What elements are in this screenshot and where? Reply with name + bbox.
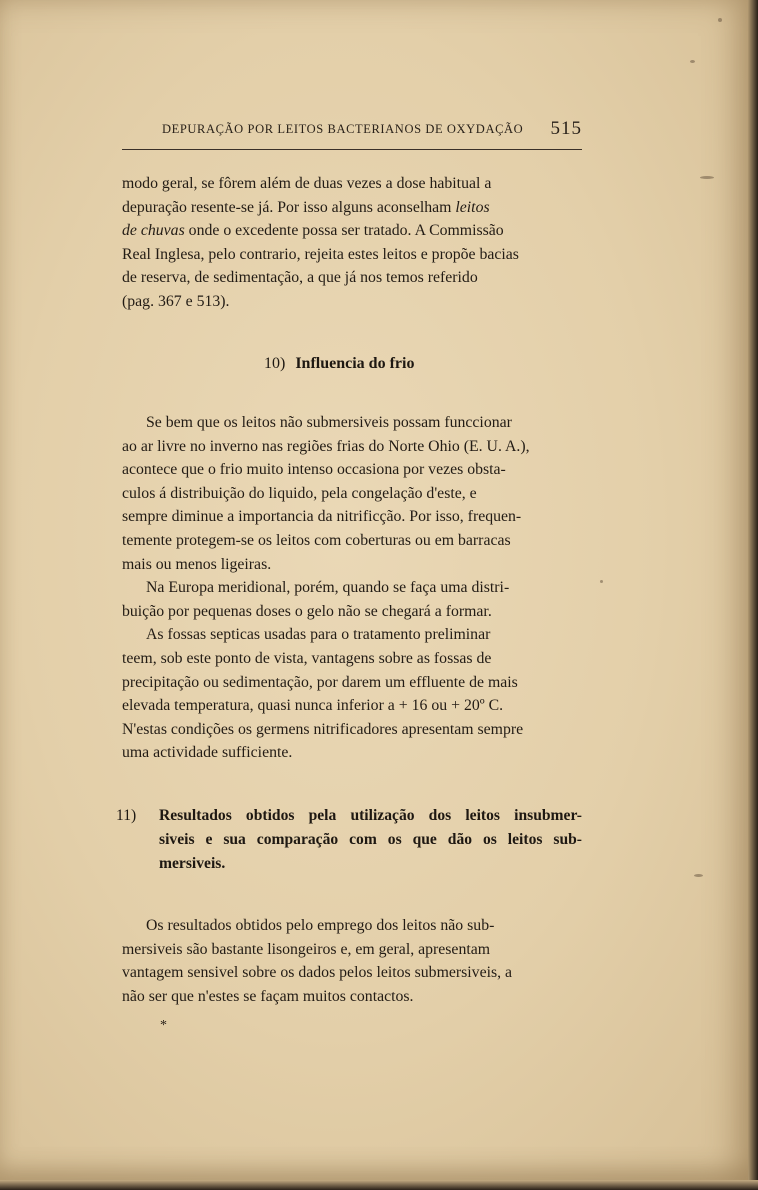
paper-speck — [700, 176, 714, 179]
paper-speck — [600, 580, 603, 583]
running-title: DEPURAÇÃO POR LEITOS BACTERIANOS DE OXYDAÇÃO — [162, 122, 524, 136]
text-run: depuração resente-se já. Por isso alguns aconselham — [122, 198, 456, 216]
text-line: Os resultados obtidos pelo emprego dos leitos não sub- — [146, 917, 495, 934]
text-line — [122, 219, 582, 243]
section-number: 10) — [264, 355, 286, 372]
text-line: culos á distribuição do liquido, pela congelação d'este, e — [122, 484, 477, 502]
section-number: 11) — [116, 807, 137, 824]
text-line: elevada temperatura, quasi nunca inferior a + 16 ou + 20º C. — [122, 697, 504, 715]
text-line: sempre diminue a importancia da nitrificção. Por isso, frequen- — [122, 508, 522, 526]
text-line: As fossas septicas usadas para o tratamento preliminar — [146, 626, 491, 644]
section-heading-11 — [116, 804, 582, 876]
text-line: buição por pequenas doses o gelo não se chegará a formar. — [122, 602, 492, 620]
text-run: onde o excedente possa ser tratado. A Commissão — [184, 222, 504, 240]
text-line: temente protegem-se os leitos com coberturas ou em barracas — [122, 531, 511, 549]
heading-line: siveis e sua comparação com os que dão os leitos sub- — [159, 831, 582, 848]
text-line: Na Europa meridional, porém, quando se faça uma distri- — [146, 579, 510, 597]
italic-run: de chuvas — [122, 222, 185, 240]
section-heading-10 — [264, 355, 414, 373]
text-line: (pag. 367 e 513). — [122, 292, 230, 310]
text-line: vantagem sensivel sobre os dados pelos leitos submersiveis, a — [122, 964, 513, 982]
text-line: modo geral, se fôrem além de duas vezes a dose habitual a — [122, 175, 492, 192]
text-line: ao ar livre no inverno nas regiões frias do Norte Ohio (E. U. A.), — [122, 437, 530, 455]
page-number: 515 — [550, 118, 582, 139]
text-line: de reserva, de sedimentação, a que já nos temos referido — [122, 269, 478, 287]
text-line: mersiveis são bastante lisongeiros e, em geral, apresentam — [122, 940, 491, 958]
header-rule — [122, 149, 582, 150]
italic-run: leitos — [455, 198, 490, 216]
section-title: Influencia do frio — [295, 355, 415, 372]
paragraph-continuation — [122, 172, 582, 314]
page-edge-shadow — [748, 0, 758, 1190]
heading-line: mersiveis. — [159, 855, 226, 872]
text-line: não ser que n'estes se façam muitos contactos. — [122, 987, 414, 1005]
paragraph-cold-influence — [122, 411, 582, 765]
text-line: uma actividade sufficiente. — [122, 744, 293, 762]
text-line: Real Inglesa, pelo contrario, rejeita estes leitos e propõe bacias — [122, 245, 519, 263]
running-header — [162, 118, 582, 142]
text-line: precipitação ou sedimentação, por darem um effluente de mais — [122, 673, 518, 691]
text-line: N'estas condições os germens nitrificadores apresentam sempre — [122, 720, 524, 738]
text-line: Se bem que os leitos não submersiveis possam funccionar — [146, 414, 512, 431]
paragraph-results — [122, 914, 582, 1008]
text-line: acontece que o frio muito intenso occasiona por vezes obsta- — [122, 461, 506, 479]
heading-line: Resultados obtidos pela utilização dos leitos insubmer- — [159, 807, 582, 824]
paper-speck — [690, 60, 695, 63]
paper-speck — [694, 874, 703, 877]
paper-speck — [718, 18, 722, 22]
text-line — [122, 196, 582, 220]
text-line: teem, sob este ponto de vista, vantagens sobre as fossas de — [122, 649, 492, 667]
printer-mark: * — [160, 1018, 167, 1033]
text-line: mais ou menos ligeiras. — [122, 555, 272, 573]
page-bottom-edge — [0, 1180, 758, 1190]
